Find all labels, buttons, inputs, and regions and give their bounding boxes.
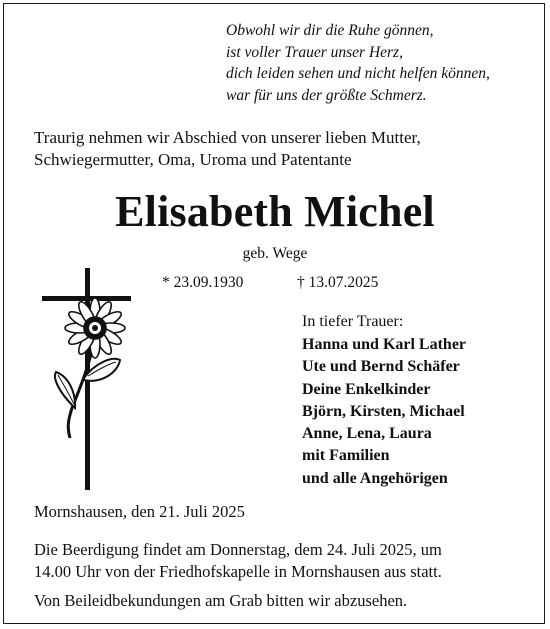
funeral-info: [34, 539, 442, 583]
mourner-line: Ute und Bernd Schäfer: [302, 358, 460, 376]
mourners-list: [302, 334, 466, 490]
intro-text: [34, 127, 534, 171]
mourner-line: Björn, Kirsten, Michael: [302, 402, 465, 420]
deceased-name: Elisabeth Michel: [115, 187, 435, 236]
poem-line: dich leiden sehen und nicht helfen können,: [226, 65, 490, 82]
mourner-line: Deine Enkelkinder: [302, 380, 431, 398]
intro-line: Schwiegermutter, Oma, Uroma und Patentante: [34, 150, 352, 169]
mourner-line: Hanna und Karl Lather: [302, 336, 467, 353]
death-date: † 13.07.2025: [297, 274, 379, 291]
birth-date: * 23.09.1930: [162, 274, 244, 291]
condolence-note: Von Beileidbekundungen am Grab bitten wir abzusehen.: [34, 591, 408, 610]
poem: [226, 20, 546, 106]
funeral-line: Die Beerdigung findet am Donnerstag, dem 24. Juli 2025, um: [34, 540, 442, 559]
intro-line: Traurig nehmen wir Abschied von unserer lieben Mutter,: [34, 128, 421, 147]
maiden-name: geb. Wege: [242, 245, 308, 262]
place-date: Mornshausen, den 21. Juli 2025: [34, 502, 245, 521]
mourners-label: In tiefer Trauer:: [302, 313, 404, 330]
mourner-line: und alle Angehörigen: [302, 469, 448, 487]
poem-line: Obwohl wir dir die Ruhe gönnen,: [226, 22, 434, 39]
poem-line: ist voller Trauer unser Herz,: [226, 43, 403, 61]
cross-with-sunflower-icon: [40, 268, 140, 490]
mourner-line: mit Familien: [302, 447, 390, 465]
funeral-line: 14.00 Uhr von der Friedhofskapelle in Mornshausen aus statt.: [34, 562, 442, 581]
poem-line: war für uns der größte Schmerz.: [226, 86, 427, 104]
mourner-line: Anne, Lena, Laura: [302, 425, 432, 443]
